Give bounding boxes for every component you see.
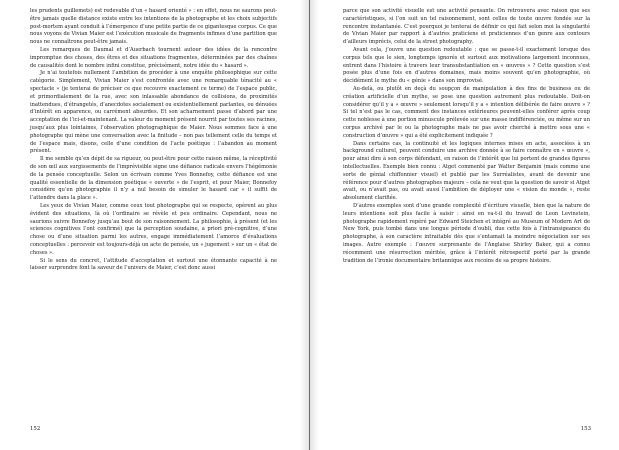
left-page-body bbox=[30, 8, 277, 273]
paragraph: Dans certains cas, la continuité et les logiques internes mises en acte, associées à un background culturel, peuvent conduire une archive donnée à se faire connaître en « œuvre », pour ainsi dire à son corps défendant, en raison de l’intérêt que lui portent de grandes figures intellectuelles. Exemple bien connu : Atget commenté par Walter Benjamin (mais comme une sorte de génial chiffonnier visuel) et publié par les Surréalistes, avant de devenir une référence pour d’autres photographes majeurs – cela ne veut que la question de savoir si Atget avait, ou n’avait pas, ou avait aussi l’ambition de déployer une « vision du monde », reste absolument clarifiée. bbox=[343, 140, 590, 202]
paragraph: Je n’ai toutefois nullement l’ambition de procéder à une enquête philosophique sur cette catégorie. Simplement, Vivian Maier s’est confrontée avec une remarquable ténacité au « spectacle » (je tenterai de préciser ce que recouvre exactement ce terme) de l’espace public, et primordialement de la rue, avec son inlassable abondance de collisions, de proximités inattendues, d’étrangetés, d’anecdotes socialement ou existentiellement parlantes, ou dénuées d’intérêt en apparence, ou carrément absurdes. Et son acharnement passe d’abord par une acceptation de l’ici-et-maintenant. La valeur du moment présent nourrit par toutes ses racines, jusqu’aux plus lointaines, l’observation photographique de Maier. Nous sommes face à une photographe qui mène une conversation avec la finitude – non pas tellement celle du temps et de l’espace mais, disons, celle d’une condition de l’acte poétique : l’abandon au moment présent. bbox=[30, 70, 277, 155]
left-page bbox=[0, 0, 309, 450]
paragraph: parce que son activité visuelle est une activité pensante. On retrouvera avec raison que ses caractéristiques, si l’on suit un tel raisonnement, sont celles de toute œuvre fondée sur la rencontre instantanée. C’est pourquoi je tenterai de définir ce qui fait selon moi la singularité de Vivian Maier par rapport à d’autres praticiens et praticiennes d’un genre aux contours d’ailleurs imprécis, celui de la street photography. bbox=[343, 8, 590, 46]
paragraph: Les remarques de Daumal et d’Auerbach tournent autour des idées de la rencontre impromptue des choses, des êtres et des situations fragmentes, déterminées par des chaînes de causalités dont le nombre infini constitue, précisément, notre idée du « hasard ». bbox=[30, 46, 277, 69]
page-number: 153 bbox=[580, 426, 591, 432]
right-page bbox=[310, 0, 619, 450]
paragraph: Au-delà, ou plutôt en deçà du soupçon de manipulation à des fins de business ou de création artificielle d’un mythe, se pose une question autrement plus redoutable. Doit-on considérer qu’il y a « œuvre » seulement lorsqu’il y a « intention délibérée de faire œuvre » ? Si tel n’est pas le cas, comment des instances extérieures peuvent-elles conférer après coup cette noblesse à une portion minuscule prélevée sur une masse indifférenciée, ou même sur un corpus archivé par le ou la photographe mais ne pas avoir cherché à mettre sous une « construction d’œuvre » qui a été explicitement indiquée ? bbox=[343, 85, 590, 139]
right-page-body bbox=[343, 8, 590, 265]
paragraph: Si le sens du concret, l’attitude d’acceptation et surtout une étonnante capacité à ne laisser surprendre font la saveur de l’univers de Maier, c’est donc aussi bbox=[30, 257, 277, 272]
paragraph: D’autres exemples sont d’une grande complexité d’écriture visuelle, bien que la nature de leurs intentions soit plus facile à saisir : ainsi en va-t-il du travail de Leon Levinstein, photographe rapidement repéré par Edward Steichen et intégré au Museum of Modern Art de New York, puis tombé dans une longue période d’oubli, due cette fois à l’intransigeance du photographe, à son caractère intraitable dès que s’entamait la moindre négociation sur ses images. Autre exemple : l’œuvre surprenante de l’Anglaise Shirley Baker, qui a connu récemment une résurrection méritée, grâce à l’intérêt rétrospectif porté par la grande tradition de l’ironie documentaire britannique aux recoins de sa propre histoire. bbox=[343, 202, 590, 264]
paragraph: Il me semble qu’en dépit de sa rigueur, ou peut-être pour cette raison même, la réceptivité de son œil aux surgissements de l’imprévisible signe une défiance radicale envers l’hégémonie de la pensée conceptuelle. Selon un écrivain comme Yves Bonnefoy, cette défiance est une qualité essentielle de la dimension poétique « ouverte » de l’esprit, et pour Maier, Bonnefoy considère qu’en photographie il n’y a nul besoin de simuler le hasard car « il suffit de l’attendre dans la place ». bbox=[30, 156, 277, 202]
paragraph: les prudents guillemets) est redevable d’un « hasard orienté » : en effet, nous ne saurons peut-être jamais quelle distance existe entre les intentions de la photographe et les choix subjectifs post-mortem ayant conduit à l’émergence d’une petite partie de ce gigantesque corpus. Ce que nous voyons de Vivian Maier est l’exécution musicale de fragments infimes d’une partition que nous ne connaîtrons peut-être jamais. bbox=[30, 8, 278, 46]
paragraph: Les yeux de Vivian Maier, comme ceux tout photographe qui se respecte, opèrent au plus évident des situations, là où l’ordinaire se révèle et peu ordinaire. Cependant, nous ne saurions suivre Bonnefoy jusqu’au bout de son raisonnement. La philosophie, à présent (et les sciences cognitives l’ont confirmé) que la perception soudaine, a priori pré-cognitive, d’une chose ou d’une situation parmi les autres, engage immédiatement l’amorce d’évaluations conceptuelles : percevoir est toujours-déjà un acte de pensée, un « jugement » sur un « état de choses ». bbox=[30, 202, 277, 256]
paragraph: Avant cela, j’ouvre une question redoutable : que se passe-t-il exactement lorsque des corpus tels que le sien, longtemps ignorés et surtout aux motivations largement inconnues, entrent dans l’histoire à travers leur transubstantiation en « œuvres » ? Cette question s’est posée plus d’une fois en d’autres domaines, mais moins souvent qu’en photographie, où décidément le mythe du « génie » dans son improvisé. bbox=[343, 46, 590, 85]
page-number: 152 bbox=[30, 426, 41, 432]
